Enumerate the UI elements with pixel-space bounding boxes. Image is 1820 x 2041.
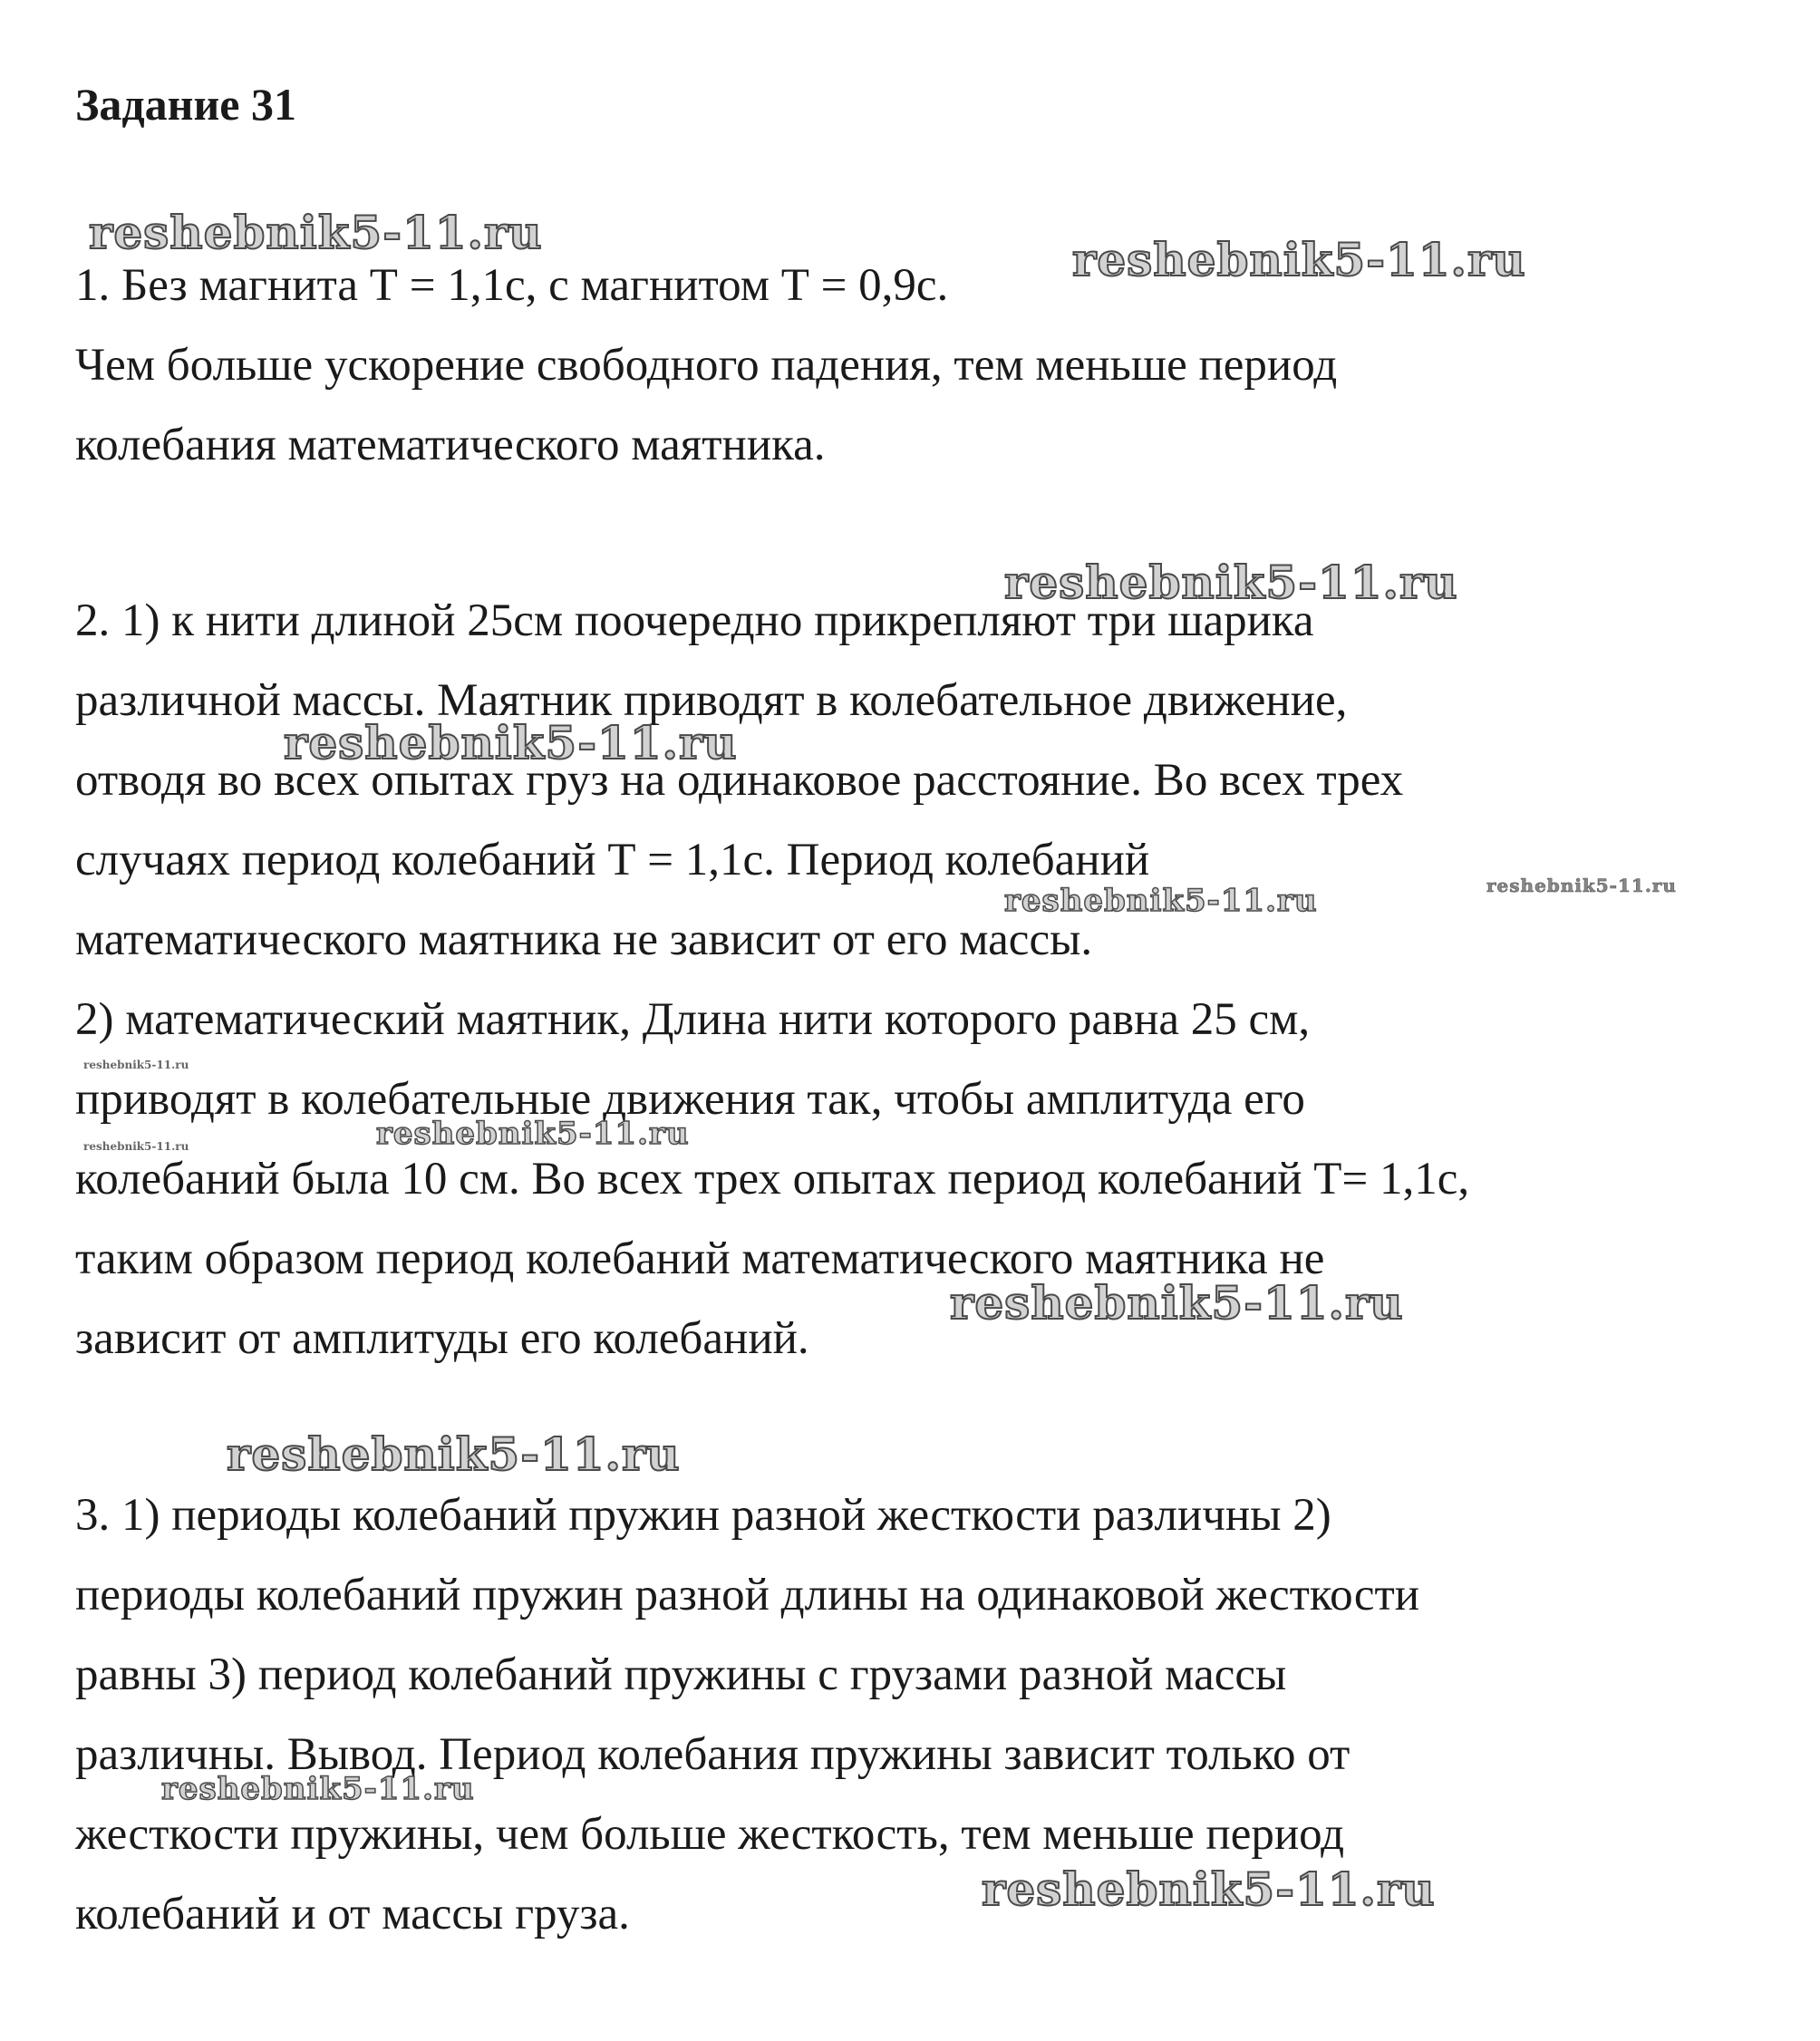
watermark: reshebnik5-11.ru bbox=[1004, 556, 1458, 609]
watermark: reshebnik5-11.ru bbox=[1072, 233, 1526, 286]
text-line: 1. Без магнита Т = 1,1с, с магнитом Т = 0,9с. bbox=[75, 260, 949, 311]
text-line: колебаний была 10 см. Во всех трех опытах период колебаний Т= 1,1с, bbox=[75, 1154, 1470, 1204]
text-line: равны 3) период колебаний пружины с грузами разной массы bbox=[75, 1649, 1287, 1700]
watermark: reshebnik5-11.ru bbox=[284, 716, 738, 769]
text-line: случаях период колебаний Т = 1,1с. Период колебаний bbox=[75, 835, 1150, 885]
text-line: периоды колебаний пружин разной длины на одинаковой жесткости bbox=[75, 1570, 1420, 1620]
watermark: reshebnik5-11.ru bbox=[1486, 875, 1677, 896]
watermark: reshebnik5-11.ru bbox=[89, 206, 543, 259]
watermark: reshebnik5-11.ru bbox=[227, 1427, 681, 1481]
text-line: приводят в колебательные движения так, чтобы амплитуда его bbox=[75, 1074, 1305, 1125]
watermark: reshebnik5-11.ru bbox=[83, 1059, 189, 1071]
page-title: Задание 31 bbox=[75, 79, 296, 130]
text-line: различной массы. Маятник приводят в колебательное движение, bbox=[75, 675, 1348, 726]
text-line: зависит от амплитуды его колебаний. bbox=[75, 1313, 809, 1364]
text-line: 3. 1) периоды колебаний пружин разной жесткости различны 2) bbox=[75, 1490, 1331, 1541]
text-line: 2) математический маятник, Длина нити которого равна 25 см, bbox=[75, 994, 1311, 1045]
text-line: жесткости пружины, чем больше жесткость, тем меньше период bbox=[75, 1809, 1345, 1860]
watermark: reshebnik5-11.ru bbox=[83, 1140, 189, 1153]
text-line: 2. 1) к нити длиной 25см поочередно прикрепляют три шарика bbox=[75, 595, 1314, 646]
text-line: различны. Вывод. Период колебания пружины зависит только от bbox=[75, 1729, 1350, 1780]
watermark: reshebnik5-11.ru bbox=[950, 1276, 1404, 1330]
watermark: reshebnik5-11.ru bbox=[376, 1116, 690, 1152]
text-line: колебаний и от массы груза. bbox=[75, 1889, 630, 1939]
text-line: колебания математического маятника. bbox=[75, 420, 826, 470]
watermark: reshebnik5-11.ru bbox=[161, 1771, 475, 1807]
text-line: отводя во всех опытах груз на одинаковое расстояние. Во всех трех bbox=[75, 755, 1404, 806]
watermark: reshebnik5-11.ru bbox=[982, 1862, 1436, 1916]
text-line: Чем больше ускорение свободного падения, тем меньше период bbox=[75, 340, 1338, 391]
watermark: reshebnik5-11.ru bbox=[1004, 883, 1318, 919]
text-line: таким образом период колебаний математического маятника не bbox=[75, 1233, 1325, 1284]
text-line: математического маятника не зависит от его массы. bbox=[75, 914, 1093, 965]
